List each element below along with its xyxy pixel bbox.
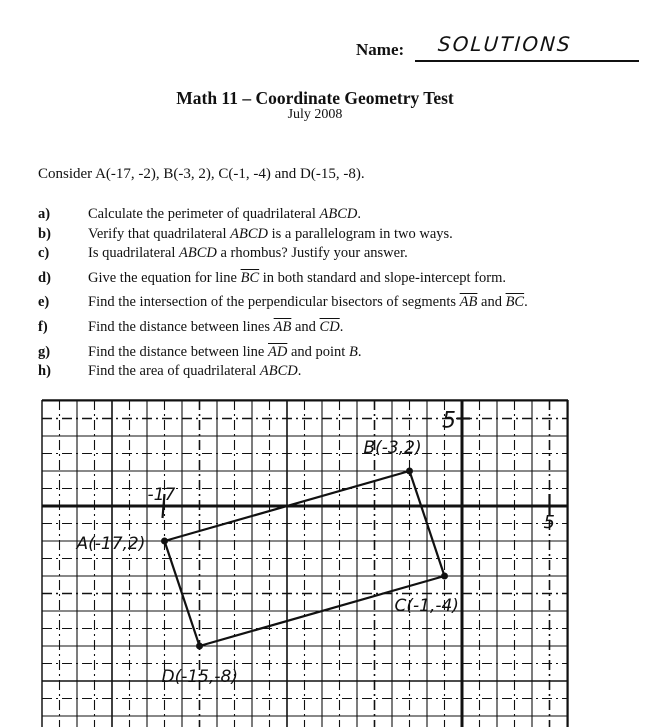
name-value: SOLUTIONS — [437, 32, 573, 56]
segment-notation: $\overline{BC}$ — [240, 270, 260, 286]
question-text: . — [297, 363, 302, 379]
question-text: ABCD — [319, 206, 358, 222]
question-text: Find the distance between lines — [88, 319, 274, 335]
vertex-label-a: A(-17,2) — [76, 534, 146, 554]
vertex-c — [441, 573, 448, 580]
segment-notation: $\overline{AB}$ — [273, 319, 292, 335]
question-text: . — [357, 344, 362, 360]
name-label: Name: — [356, 40, 405, 59]
question-text: ABCD — [259, 363, 298, 379]
question-text: a rhombus? Justify your answer. — [216, 245, 408, 261]
question-text: and — [477, 294, 506, 310]
question-text: Calculate the perimeter of quadrilateral — [88, 206, 320, 222]
question-letter: f) — [38, 319, 48, 335]
question-text: . — [357, 206, 361, 222]
question-text: in both standard and slope-intercept form. — [259, 270, 506, 286]
page-title: Math 11 – Coordinate Geometry Test — [176, 88, 454, 108]
question-letter: d) — [38, 270, 51, 286]
question-text: Find the intersection of the perpendicular bisectors of segments — [88, 294, 460, 310]
segment-notation: $\overline{CD}$ — [319, 319, 340, 335]
question-text: . — [524, 294, 528, 310]
y-tick-label-5: 5 — [442, 408, 456, 434]
segment-notation: $\overline{AD}$ — [268, 344, 288, 360]
vertex-label-b: B(-3,2) — [363, 438, 422, 458]
question-text: and point — [287, 344, 349, 360]
question-text: Is quadrilateral — [88, 245, 179, 261]
segment-notation: $\overline{AB}$ — [459, 294, 478, 310]
intro-text: Consider A(-17, -2), B(-3, 2), C(-1, -4) and D(-15, -8). — [38, 166, 365, 182]
question-text: ABCD — [179, 245, 217, 261]
question-text: . — [339, 319, 344, 335]
x-tick-label-neg17: -17 — [147, 485, 176, 505]
question-letter: c) — [38, 245, 50, 261]
vertex-d — [196, 643, 203, 650]
question-letter: g) — [38, 344, 51, 360]
vertex-label-d: D(-15,-8) — [161, 667, 238, 687]
question-letter: e) — [38, 294, 50, 310]
question-text: is a parallelogram in two ways. — [267, 226, 453, 242]
question-letter: b) — [38, 226, 51, 242]
vertex-b — [406, 468, 413, 475]
test-date: July 2008 — [287, 107, 343, 122]
segment-notation: $\overline{BC}$ — [505, 294, 525, 310]
question-letter: h) — [38, 363, 51, 379]
question-text: ABCD — [230, 226, 268, 242]
vertex-a — [161, 538, 168, 545]
question-text: Find the area of quadrilateral — [88, 363, 260, 379]
question-text: Verify that quadrilateral — [88, 226, 231, 242]
question-text: Give the equation for line — [88, 270, 241, 286]
question-text: and — [291, 319, 320, 335]
question-letter: a) — [38, 206, 51, 222]
x-tick-label-5: 5 — [543, 512, 555, 533]
vertex-label-c: C(-1,-4) — [394, 596, 459, 616]
question-text: Find the distance between line — [88, 344, 268, 360]
question-text: B — [348, 344, 358, 360]
